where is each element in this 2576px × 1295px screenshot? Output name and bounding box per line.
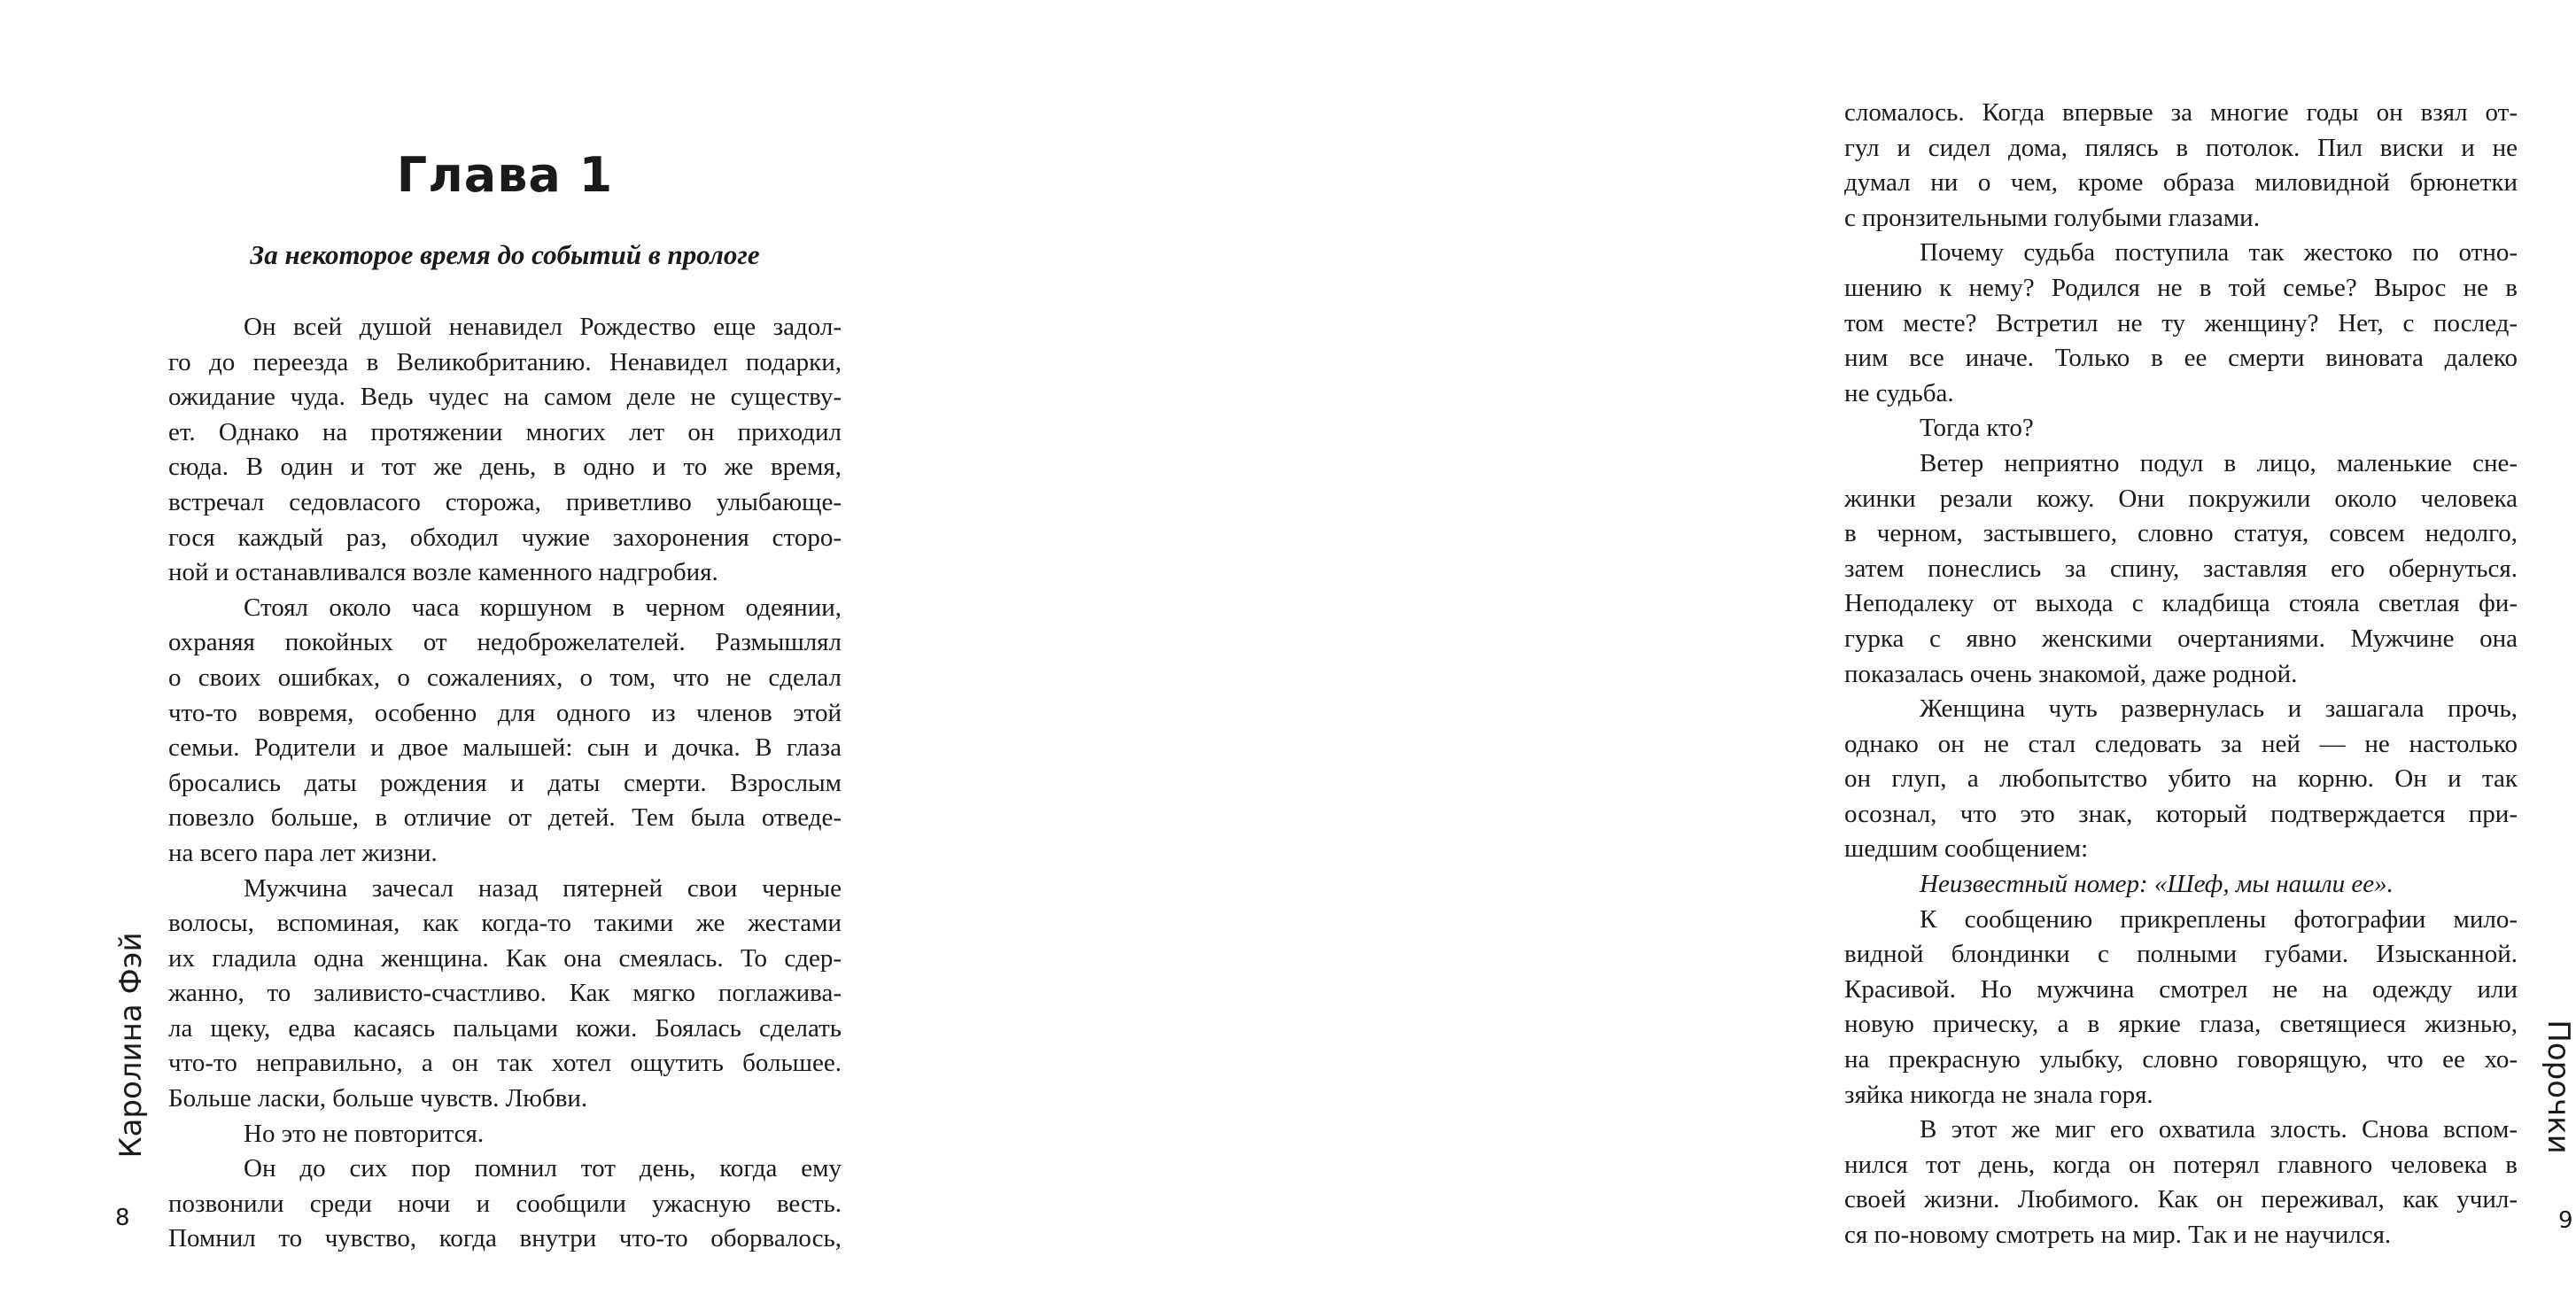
text-line: Стоял около часа коршуном в черном одеянии, xyxy=(244,593,842,622)
text-line: что-то неправильно, а он так хотел ощутить большее. xyxy=(168,1049,842,1078)
text-line: Почему судьба поступила так жестоко по отно- xyxy=(1920,238,2518,268)
text-line: ожидание чуда. Ведь чудес на самом деле не существу- xyxy=(168,383,842,412)
text-line: Помнил то чувство, когда внутри что-то оборвалось, xyxy=(168,1224,842,1253)
text-line: осознал, что это знак, который подтверждается при- xyxy=(1844,799,2518,828)
text-line: ной и останавливался возле каменного надгробия. xyxy=(168,558,718,587)
text-line: семьи. Родители и двое малышей: сын и дочка. В глаза xyxy=(168,733,842,763)
page-number-right: 9 xyxy=(2558,1207,2573,1234)
text-line: жанно, то заливисто-счастливо. Как мягко поглажива- xyxy=(168,979,842,1008)
text-line: шению к нему? Родился не в той семье? Вырос не в xyxy=(1844,273,2518,302)
text-line: ним все иначе. Только в ее смерти виновата далеко xyxy=(1844,344,2518,373)
text-line: В этот же миг его охватила злость. Снова вспом- xyxy=(1920,1115,2518,1144)
text-line: волосы, вспоминая, как когда-то такими же жестами xyxy=(168,909,842,938)
text-line: Неизвестный номер: «Шеф, мы нашли ее». xyxy=(1920,870,2394,899)
text-line: Тогда кто? xyxy=(1920,414,2034,443)
text-line: сломалось. Когда впервые за многие годы он взял от- xyxy=(1844,98,2518,127)
text-line: не судьба. xyxy=(1844,378,1954,407)
text-line: показалась очень знакомой, даже родной. xyxy=(1844,659,2298,688)
text-line: К сообщению прикреплены фотографии мило- xyxy=(1920,904,2518,934)
left-page-text xyxy=(168,310,842,1257)
text-line: ла щеку, едва касаясь пальцами кожи. Боялась сделать xyxy=(168,1013,842,1043)
text-line: позвонили среди ночи и сообщили ужасную весть. xyxy=(168,1189,842,1218)
text-line: гурка с явно женскими очертаниями. Мужчине она xyxy=(1844,624,2518,653)
text-line: их гладила одна женщина. Как она смеялась. То сдер- xyxy=(168,943,842,973)
text-line: го до переезда в Великобританию. Ненавидел подарки, xyxy=(168,347,842,376)
page-number-left: 8 xyxy=(115,1205,130,1231)
text-line: Он до сих пор помнил тот день, когда ему xyxy=(244,1154,842,1183)
text-line: Женщина чуть развернулась и зашагала прочь, xyxy=(1920,694,2518,724)
text-line: о своих ошибках, о сожалениях, о том, что не сделал xyxy=(168,663,842,692)
text-line: на прекрасную улыбку, словно говорящую, что ее хо- xyxy=(1844,1045,2518,1074)
chapter-title: Глава 1 xyxy=(396,147,614,203)
text-line: с пронзительными голубыми глазами. xyxy=(1844,203,2260,232)
right-page xyxy=(886,0,2576,1295)
text-line: Неподалеку от выхода с кладбища стояла светлая фи- xyxy=(1844,589,2518,618)
text-line: однако он не стал следовать за ней — не настолько xyxy=(1844,729,2518,758)
text-line: встречал седовласого сторожа, приветливо улыбающе- xyxy=(168,487,842,516)
text-line: повезло больше, в отличие от детей. Тем была отведе- xyxy=(168,803,842,833)
text-line: зяйка никогда не знала горя. xyxy=(1844,1080,2153,1109)
text-line: нился тот день, когда он потерял главного человека в xyxy=(1844,1150,2518,1179)
text-line: он глуп, а любопытство убито на корню. Он и так xyxy=(1844,764,2518,794)
text-line: на всего пара лет жизни. xyxy=(168,838,438,867)
text-line: Ветер неприятно подул в лицо, маленькие сне- xyxy=(1920,448,2518,477)
left-page xyxy=(0,0,886,1295)
text-line: ся по-новому смотреть на мир. Так и не научился. xyxy=(1844,1221,2392,1249)
text-line: Мужчина зачесал назад пятерней свои черные xyxy=(244,873,842,903)
text-line: гося каждый раз, обходил чужие захоронения сторо- xyxy=(168,523,842,552)
text-line: охраняя покойных от недоброжелателей. Размышлял xyxy=(168,628,842,657)
text-line: что-то вовремя, особенно для одного из членов этой xyxy=(168,698,842,727)
text-line: в черном, застывшего, словно статуя, совсем недолго, xyxy=(1844,519,2518,548)
text-line: шедшим сообщением: xyxy=(1844,834,2089,864)
text-line: видной блондинки с полными губами. Изысканной. xyxy=(1844,940,2518,969)
text-line: думал ни о чем, кроме образа миловидной брюнетки xyxy=(1844,168,2518,198)
text-line: Больше ласки, больше чувств. Любви. xyxy=(168,1084,588,1113)
text-line: новую прическу, а в яркие глаза, светящиеся жизнью, xyxy=(1844,1010,2518,1039)
text-line: сюда. В один и тот же день, в одно и то же время, xyxy=(168,453,842,482)
chapter-subtitle: За некоторое время до событий в прологе xyxy=(250,239,760,270)
text-line: жинки резали кожу. Они покружили около человека xyxy=(1844,484,2518,513)
text-line: своей жизни. Любимого. Как он переживал, как учил- xyxy=(1844,1185,2518,1214)
author-running-head: Каролина Фэй xyxy=(113,932,149,1159)
text-line: том месте? Встретил не ту женщину? Нет, с послед- xyxy=(1844,308,2518,337)
text-line: Он всей душой ненавидел Рождество еще задол- xyxy=(244,313,842,341)
right-page-text xyxy=(1844,96,2518,1253)
text-line: Красивой. Но мужчина смотрел не на одежду или xyxy=(1844,974,2518,1004)
text-line: ет. Однако на протяжении многих лет он приходил xyxy=(168,417,842,446)
text-line: затем понеслись за спину, заставляя его обернуться. xyxy=(1844,554,2518,583)
text-line: гул и сидел дома, пялясь в потолок. Пил виски и не xyxy=(1844,133,2518,162)
series-running-head: Порочки xyxy=(2541,1020,2576,1154)
text-line: Но это не повторится. xyxy=(244,1119,485,1148)
text-line: бросались даты рождения и даты смерти. Взрослым xyxy=(168,768,842,797)
